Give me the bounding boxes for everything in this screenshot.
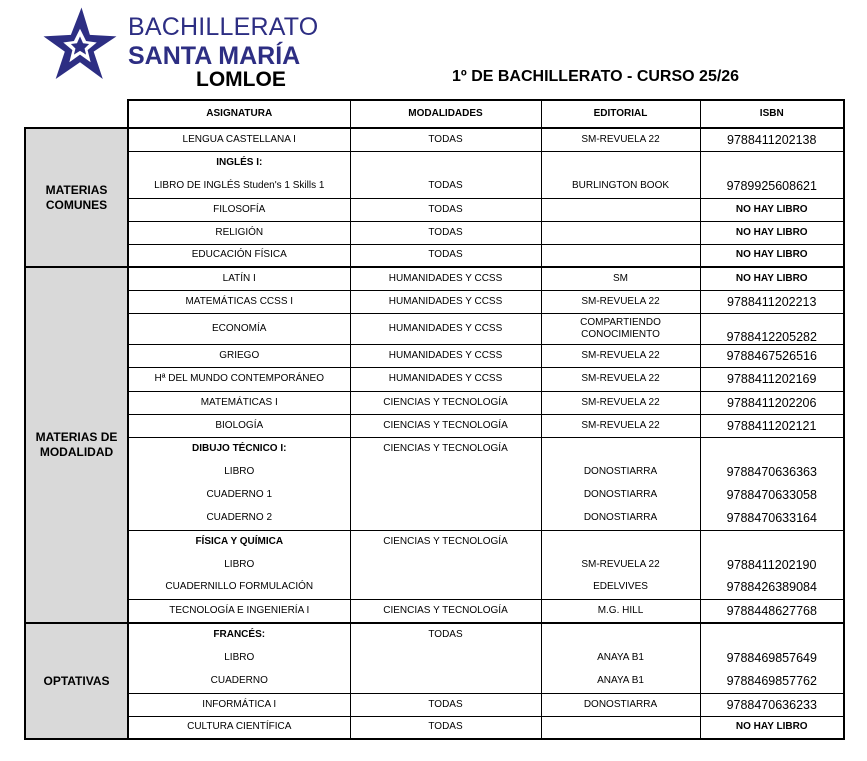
row-modalidades: HUMANIDADES Y CCSS	[350, 267, 541, 290]
row-asignatura: INFORMÁTICA I	[128, 693, 350, 716]
row-isbn: NO HAY LIBRO	[700, 267, 844, 290]
row-modalidades	[350, 553, 541, 576]
row-asignatura: EDUCACIÓN FÍSICA	[128, 244, 350, 267]
row-editorial	[541, 437, 700, 460]
row-editorial: EDELVIVES	[541, 576, 700, 599]
row-modalidades: CIENCIAS Y TECNOLOGÍA	[350, 437, 541, 460]
row-editorial	[541, 151, 700, 174]
row-modalidades: TODAS	[350, 623, 541, 646]
row-isbn	[700, 437, 844, 460]
brand-line-3: LOMLOE	[196, 68, 286, 91]
row-isbn: NO HAY LIBRO	[700, 198, 844, 221]
row-modalidades: TODAS	[350, 716, 541, 739]
row-asignatura: CULTURA CIENTÍFICA	[128, 716, 350, 739]
row-modalidades: CIENCIAS Y TECNOLOGÍA	[350, 391, 541, 414]
row-editorial: SM-REVUELA 22	[541, 553, 700, 576]
row-isbn: 9788411202213	[700, 290, 844, 313]
header-editorial: EDITORIAL	[541, 100, 700, 128]
row-editorial: SM-REVUELA 22	[541, 414, 700, 437]
row-editorial: SM	[541, 267, 700, 290]
row-asignatura: FÍSICA Y QUÍMICA	[128, 530, 350, 553]
row-editorial	[541, 198, 700, 221]
row-isbn: 9788411202121	[700, 414, 844, 437]
row-asignatura: BIOLOGÍA	[128, 414, 350, 437]
row-editorial: SM-REVUELA 22	[541, 367, 700, 391]
row-isbn: NO HAY LIBRO	[700, 221, 844, 244]
row-isbn: 9788448627768	[700, 599, 844, 623]
row-modalidades	[350, 483, 541, 506]
row-isbn: 9788469857762	[700, 669, 844, 693]
row-isbn	[700, 530, 844, 553]
page-header	[0, 0, 867, 98]
row-asignatura: LIBRO	[128, 460, 350, 483]
row-isbn: 9788412205282	[700, 313, 844, 344]
brand-line-2: SANTA MARÍA	[128, 42, 301, 70]
row-asignatura: LATÍN I	[128, 267, 350, 290]
row-modalidades: TODAS	[350, 174, 541, 198]
row-asignatura: FRANCÉS:	[128, 623, 350, 646]
row-isbn: 9788470636233	[700, 693, 844, 716]
row-modalidades: HUMANIDADES Y CCSS	[350, 313, 541, 344]
row-modalidades: HUMANIDADES Y CCSS	[350, 290, 541, 313]
row-isbn: 9788470636363	[700, 460, 844, 483]
row-isbn: 9788411202206	[700, 391, 844, 414]
row-editorial: SM-REVUELA 22	[541, 344, 700, 367]
row-asignatura: LENGUA CASTELLANA I	[128, 128, 350, 151]
row-isbn: 9788411202190	[700, 553, 844, 576]
row-asignatura: DIBUJO TÉCNICO I:	[128, 437, 350, 460]
row-modalidades: CIENCIAS Y TECNOLOGÍA	[350, 599, 541, 623]
row-modalidades: CIENCIAS Y TECNOLOGÍA	[350, 414, 541, 437]
header-asignatura: ASIGNATURA	[128, 100, 350, 128]
star-logo-icon	[42, 6, 118, 82]
row-editorial: ANAYA B1	[541, 646, 700, 669]
row-editorial	[541, 221, 700, 244]
row-editorial	[541, 244, 700, 267]
row-asignatura: ECONOMÍA	[128, 313, 350, 344]
row-modalidades: CIENCIAS Y TECNOLOGÍA	[350, 530, 541, 553]
books-table	[24, 99, 845, 740]
row-editorial: DONOSTIARRA	[541, 460, 700, 483]
header-isbn: ISBN	[700, 100, 844, 128]
row-isbn: 9788469857649	[700, 646, 844, 669]
row-asignatura: LIBRO	[128, 553, 350, 576]
row-editorial: ANAYA B1	[541, 669, 700, 693]
brand-line-1: BACHILLERATO	[128, 13, 319, 41]
row-isbn: 9788426389084	[700, 576, 844, 599]
row-editorial: SM-REVUELA 22	[541, 128, 700, 151]
row-asignatura: LIBRO DE INGLÉS Studen's 1 Skills 1	[128, 174, 350, 198]
row-asignatura: Hª DEL MUNDO CONTEMPORÁNEO	[128, 367, 350, 391]
row-isbn: 9788470633058	[700, 483, 844, 506]
row-editorial: COMPARTIENDO CONOCIMIENTO	[541, 313, 700, 344]
row-modalidades	[350, 506, 541, 530]
row-editorial: DONOSTIARRA	[541, 693, 700, 716]
row-isbn: 9789925608621	[700, 174, 844, 198]
row-asignatura: RELIGIÓN	[128, 221, 350, 244]
row-editorial	[541, 530, 700, 553]
row-modalidades: HUMANIDADES Y CCSS	[350, 344, 541, 367]
row-isbn: NO HAY LIBRO	[700, 244, 844, 267]
row-isbn	[700, 623, 844, 646]
row-asignatura: FILOSOFÍA	[128, 198, 350, 221]
row-modalidades: TODAS	[350, 693, 541, 716]
row-isbn: 9788411202169	[700, 367, 844, 391]
row-asignatura: CUADERNO	[128, 669, 350, 693]
header-modalidades: MODALIDADES	[350, 100, 541, 128]
row-modalidades	[350, 669, 541, 693]
row-editorial	[541, 623, 700, 646]
row-editorial: DONOSTIARRA	[541, 506, 700, 530]
row-modalidades: TODAS	[350, 221, 541, 244]
row-isbn: 9788470633164	[700, 506, 844, 530]
row-editorial	[541, 716, 700, 739]
row-isbn	[700, 151, 844, 174]
row-isbn: 9788411202138	[700, 128, 844, 151]
row-modalidades: HUMANIDADES Y CCSS	[350, 367, 541, 391]
category-materias-modalidad: MATERIAS DE MODALIDAD	[25, 267, 128, 623]
row-modalidades	[350, 151, 541, 174]
row-asignatura: MATEMÁTICAS CCSS I	[128, 290, 350, 313]
row-isbn: 9788467526516	[700, 344, 844, 367]
row-asignatura: CUADERNO 2	[128, 506, 350, 530]
row-modalidades: TODAS	[350, 128, 541, 151]
row-modalidades: TODAS	[350, 198, 541, 221]
page-title: 1º DE BACHILLERATO - CURSO 25/26	[452, 68, 740, 85]
row-asignatura: CUADERNO 1	[128, 483, 350, 506]
row-modalidades	[350, 576, 541, 599]
row-editorial: DONOSTIARRA	[541, 483, 700, 506]
row-editorial: SM-REVUELA 22	[541, 391, 700, 414]
row-asignatura: LIBRO	[128, 646, 350, 669]
category-optativas: OPTATIVAS	[25, 623, 128, 739]
row-editorial: BURLINGTON BOOK	[541, 174, 700, 198]
row-asignatura: CUADERNILLO FORMULACIÓN	[128, 576, 350, 599]
row-asignatura: MATEMÁTICAS I	[128, 391, 350, 414]
row-asignatura: TECNOLOGÍA E INGENIERÍA I	[128, 599, 350, 623]
row-modalidades	[350, 646, 541, 669]
row-modalidades: TODAS	[350, 244, 541, 267]
row-isbn: NO HAY LIBRO	[700, 716, 844, 739]
row-modalidades	[350, 460, 541, 483]
row-editorial: M.G. HILL	[541, 599, 700, 623]
row-asignatura: INGLÉS I:	[128, 151, 350, 174]
row-asignatura: GRIEGO	[128, 344, 350, 367]
row-editorial: SM-REVUELA 22	[541, 290, 700, 313]
category-materias-comunes: MATERIAS COMUNES	[25, 128, 128, 267]
